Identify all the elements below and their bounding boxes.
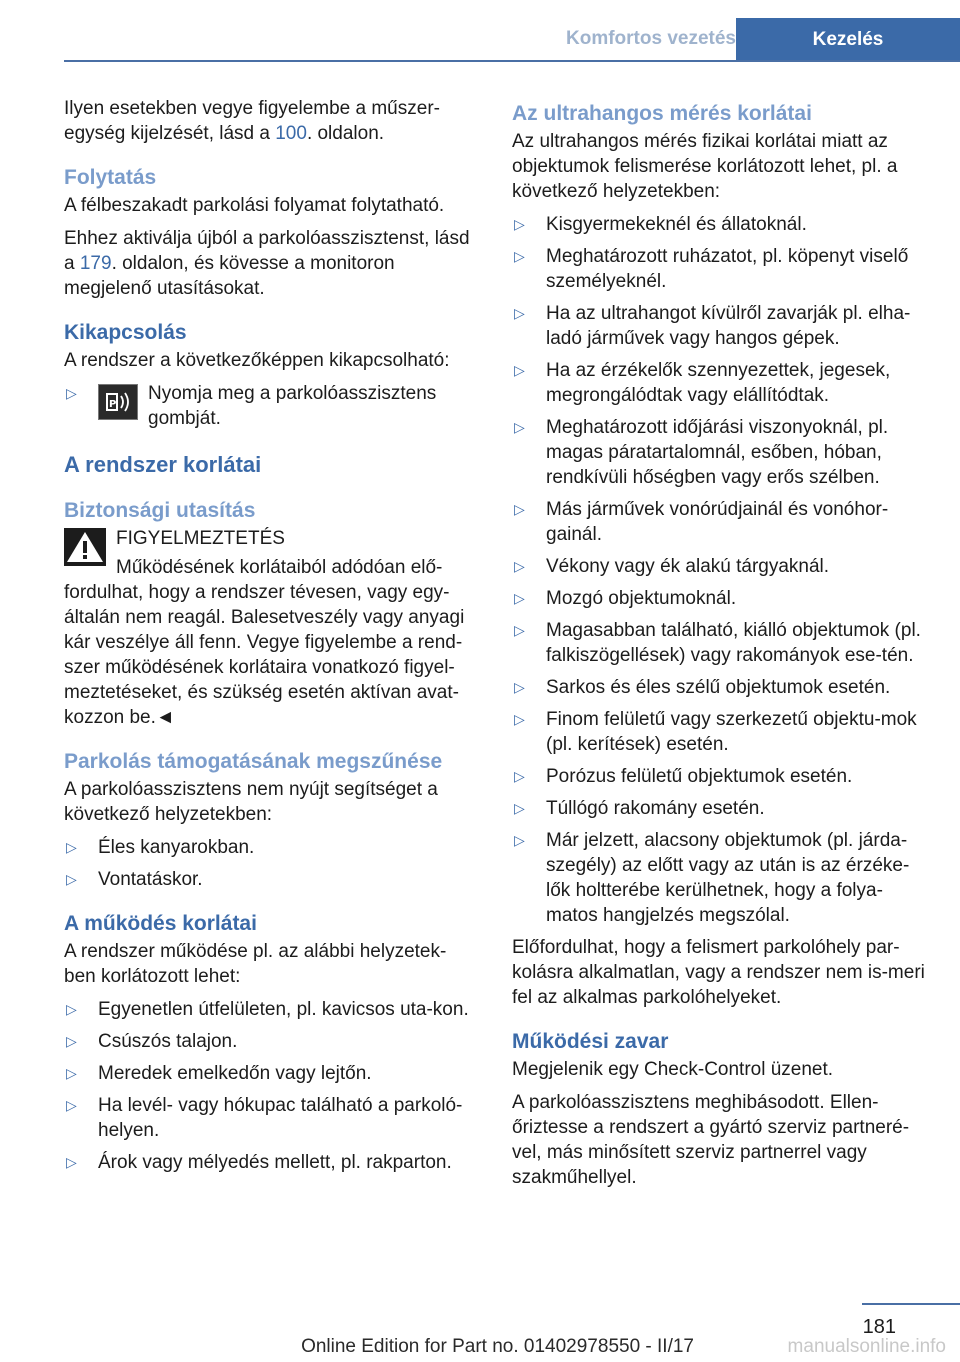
park-assist-button-icon xyxy=(98,384,138,420)
bullet-icon: ▷ xyxy=(66,1033,77,1049)
bullet-icon: ▷ xyxy=(66,1065,77,1081)
list-item: ▷ Ha az ultrahangot kívülről zavarják pl. elha-ladó járművek vagy hangos gépek. xyxy=(514,303,911,349)
megszunese-list xyxy=(64,835,478,892)
kikapcsolas-paragraph: A rendszer a következőképpen kikapcsolható: xyxy=(64,350,450,371)
heading-mukodes-korlatai: A működés korlátai xyxy=(64,912,257,935)
footer-rule xyxy=(862,1303,960,1305)
megszunese-paragraph: A parkolóasszisztens nem nyújt segítséget a következő helyzetekben: xyxy=(64,779,438,825)
bullet-icon: ▷ xyxy=(66,839,77,855)
ultrahang-paragraph-2: Előfordulhat, hogy a felismert parkolóhely par-kolásra alkalmatlan, vagy a rendszer nem is-meri fel az alkalmas parkolóhelyeket. xyxy=(512,937,925,1008)
page-header xyxy=(64,18,960,62)
list-item: ▷ Csúszós talajon. xyxy=(66,1031,238,1052)
right-column xyxy=(512,96,928,1198)
watermark: manualsonline.info xyxy=(787,1336,946,1357)
bullet-icon: ▷ xyxy=(514,622,525,638)
heading-folytatas: Folytatás xyxy=(64,166,157,189)
bullet-icon: ▷ xyxy=(514,590,525,606)
page-link-100[interactable]: 100 xyxy=(275,123,307,144)
mukodes-paragraph: A rendszer működése pl. az alábbi helyzetek-ben korlátozott lehet: xyxy=(64,941,447,987)
bullet-icon: ▷ xyxy=(514,711,525,727)
mukodes-list xyxy=(64,997,478,1175)
heading-kikapcsolas: Kikapcsolás xyxy=(64,321,187,344)
ultrahang-list xyxy=(512,212,928,928)
heading-ultrahang-korlatai: Az ultrahangos mérés korlátai xyxy=(512,102,812,125)
list-item: ▷ Vékony vagy ék alakú tárgyaknál. xyxy=(514,556,830,577)
bullet-icon: ▷ xyxy=(514,305,525,321)
warning-title: FIGYELMEZTETÉS xyxy=(116,528,285,549)
bullet-icon: ▷ xyxy=(514,501,525,517)
warning-block xyxy=(64,526,478,730)
list-item: ▷ Árok vagy mélyedés mellett, pl. rakparton. xyxy=(66,1152,452,1173)
heading-rendszer-korlatai: A rendszer korlátai xyxy=(64,452,262,477)
list-item: ▷ Ha levél- vagy hókupac található a parkoló-helyen. xyxy=(66,1095,463,1141)
header-chapter-tab: Kezelés xyxy=(736,18,960,62)
bullet-icon: ▷ xyxy=(514,832,525,848)
zavar-paragraph-1: Megjelenik egy Check-Control üzenet. xyxy=(512,1059,834,1080)
list-item: ▷ Ha az érzékelők szennyezettek, jegesek, megrongálódtak vagy elállítódtak. xyxy=(514,360,891,406)
list-item: ▷ Porózus felületű objektumok esetén. xyxy=(514,766,853,787)
list-item: ▷ Vontatáskor. xyxy=(66,869,203,890)
warning-first-line: Működésének korlátaiból adódóan elő- xyxy=(116,557,443,578)
list-item: ▷ P Nyomja meg a parkolóasszisztens gombját. xyxy=(66,383,437,429)
heading-biztonsagi-utasitas: Biztonsági utasítás xyxy=(64,499,256,522)
list-item: ▷ Meghatározott ruházatot, pl. köpenyt viselő személyeknél. xyxy=(514,246,909,292)
svg-text:P: P xyxy=(109,399,117,410)
kikapcsolas-list xyxy=(64,381,478,431)
list-item: ▷ Finom felületű vagy szerkezetű objektu-mok (pl. kerítések) esetén. xyxy=(514,709,917,755)
header-rule xyxy=(64,60,960,62)
list-item: ▷ Meredek emelkedőn vagy lejtőn. xyxy=(66,1063,372,1084)
page-link-179[interactable]: 179 xyxy=(79,253,112,274)
list-item: ▷ Más járművek vonórúdjainál és vonóhor-gainál. xyxy=(514,499,889,545)
bullet-icon: ▷ xyxy=(66,1001,77,1017)
list-item: ▷ Túllógó rakomány esetén. xyxy=(514,798,765,819)
list-item: ▷ Meghatározott időjárási viszonyoknál, pl. magas páratartalomnál, esőben, hóban, rendkívüli hőségben vagy erős szélben. xyxy=(514,417,889,488)
list-item: ▷ Egyenetlen útfelületen, pl. kavicsos uta-kon. xyxy=(66,999,469,1020)
list-item: ▷ Éles kanyarokban. xyxy=(66,837,255,858)
list-item: ▷ Mozgó objektumoknál. xyxy=(514,588,737,609)
intro-paragraph: Ilyen esetekben vegye figyelembe a műszer-egység kijelzését, lásd a 100. oldalon. xyxy=(64,98,440,144)
bullet-icon: ▷ xyxy=(514,558,525,574)
bullet-icon: ▷ xyxy=(514,248,525,264)
bullet-icon: ▷ xyxy=(66,1154,77,1170)
folytatas-paragraph-1: A félbeszakadt parkolási folyamat folytatható. xyxy=(64,195,445,216)
list-item: ▷ Magasabban található, kiálló objektumok (pl. falkiszögellések) vagy rakományok ese-tén. xyxy=(514,620,921,666)
bullet-icon: ▷ xyxy=(66,871,77,887)
list-item: ▷ Már jelzett, alacsony objektumok (pl. járda-szegély) az előtt vagy az után is az érzéke-lők holtterébe kerülhetnek, hogy a folya-matos hangjelzés megszólal. xyxy=(514,830,910,926)
bullet-icon: ▷ xyxy=(514,800,525,816)
page-number: 181 xyxy=(862,1316,896,1338)
bullet-icon: ▷ xyxy=(514,362,525,378)
bullet-icon: ▷ xyxy=(66,385,77,401)
bullet-icon: ▷ xyxy=(514,768,525,784)
edition-line: Online Edition for Part no. 01402978550 - II/17 xyxy=(301,1336,694,1357)
list-item: ▷ Sarkos és éles szélű objektumok esetén. xyxy=(514,677,891,698)
bullet-icon: ▷ xyxy=(514,679,525,695)
heading-mukodesi-zavar: Működési zavar xyxy=(512,1030,669,1053)
left-column xyxy=(64,96,478,1182)
bullet-icon: ▷ xyxy=(66,1097,77,1113)
bullet-icon: ▷ xyxy=(514,216,525,232)
folytatas-paragraph-2: Ehhez aktiválja újból a parkolóasszisztenst, lásd a 179. oldalon, és kövesse a monitoron megjelenő utasításokat. xyxy=(64,228,470,299)
warning-text: fordulhat, hogy a rendszer tévesen, vagy egy-általán nem reagál. Balesetveszély vagy anyagi kár veszélye áll fenn. Vegye figyelembe a rend-szer működésének korlátaira vonatkozó figyel-meztetéseket, és szükség esetén aktívan avat-kozzon be.◄ xyxy=(64,582,465,728)
warning-triangle-icon xyxy=(64,528,106,566)
zavar-paragraph-2: A parkolóasszisztens meghibásodott. Ellen-őriztesse a rendszert a gyártó szerviz partneré-vel, más minősített szerviz partnerrel vagy szakműhellyel. xyxy=(512,1092,910,1188)
heading-megszunese: Parkolás támogatásának megszűnése xyxy=(64,750,443,773)
list-item: ▷ Kisgyermekeknél és állatoknál. xyxy=(514,214,807,235)
header-section-label: Komfortos vezetés xyxy=(566,28,736,49)
bullet-icon: ▷ xyxy=(514,419,525,435)
ultrahang-paragraph: Az ultrahangos mérés fizikai korlátai miatt az objektumok felismerése korlátozott lehet, pl. a következő helyzetekben: xyxy=(512,131,898,202)
